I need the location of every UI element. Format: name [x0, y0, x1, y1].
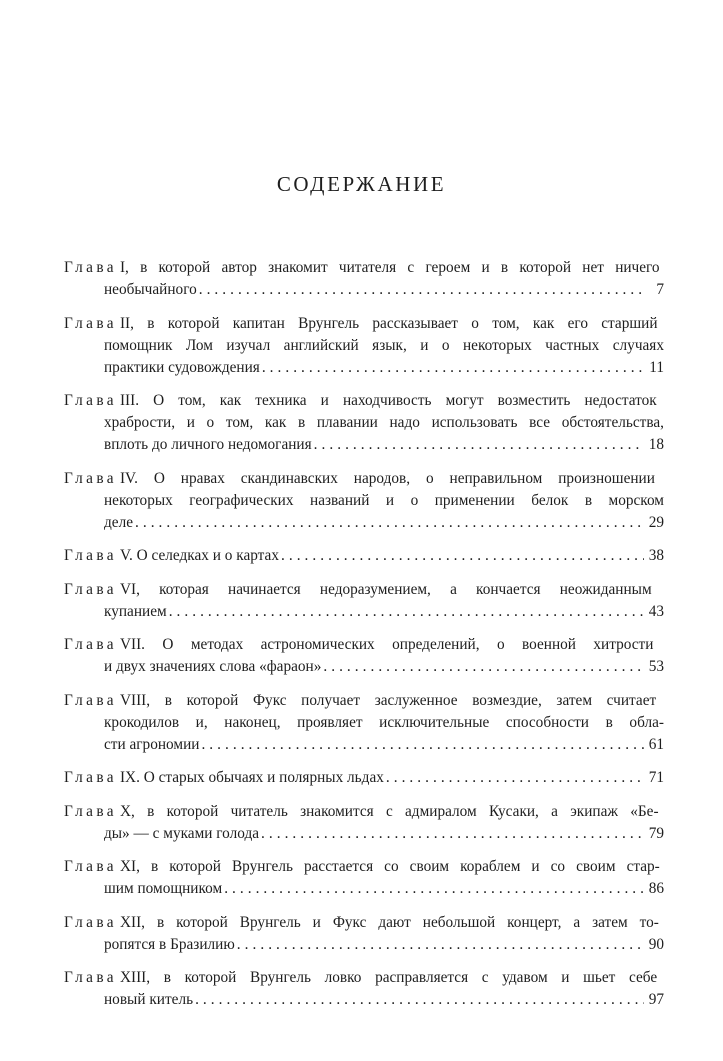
toc-entry-line	[64, 257, 664, 279]
toc-entry-line	[64, 357, 664, 379]
chapter-title-text: и двух значениях слова «фараон»	[104, 658, 322, 675]
toc-entry-line	[64, 512, 664, 534]
toc-entry[interactable]	[64, 634, 664, 678]
chapter-title-text: I, в которой автор знакомит читателя с героем и в которой нет ничего	[119, 259, 660, 276]
chapter-prefix: Глава	[64, 691, 117, 709]
chapter-title-text: IV. О нравах скандинавских народов, о неправильном произношении	[119, 469, 655, 487]
chapter-title-text: новый китель	[104, 991, 194, 1008]
chapter-prefix: Глава	[64, 858, 117, 875]
chapter-title-text: деле	[104, 513, 133, 531]
chapter-title-text: IX. О старых обычаях и полярных льдах	[119, 769, 384, 786]
chapter-title-text: VII. О методах астрономических определений, о военной хитрости	[119, 636, 654, 653]
chapter-title-text: XI, в которой Врунгель расстается со своим кораблем и со своим стар-	[119, 858, 660, 875]
page-title: СОДЕРЖАНИЕ	[276, 172, 447, 196]
dot-leader	[224, 878, 644, 900]
toc-entry-line	[64, 690, 664, 712]
chapter-title-text: необычайного	[104, 281, 197, 298]
toc-entry-line	[64, 823, 664, 845]
chapter-prefix: Глава	[64, 636, 117, 653]
page-number: 90	[648, 935, 664, 953]
page-number: 71	[648, 769, 664, 786]
toc-entry-line	[64, 967, 664, 989]
chapter-title-text: сти агрономии	[104, 735, 200, 753]
chapter-title-text: X, в которой читатель знакомится с адмиралом Кусаки, а экипаж «Бе-	[119, 802, 659, 820]
toc-entry-line	[64, 634, 664, 656]
chapter-title-text: III. О том, как техника и находчивость могут возместить недостаток	[119, 392, 657, 409]
toc-entry[interactable]	[64, 967, 664, 1011]
page-number: 29	[648, 513, 664, 531]
page-number: 38	[648, 547, 664, 564]
chapter-prefix: Глава	[64, 913, 117, 931]
chapter-title-text: храбрости, и о том, как в плавании надо использовать все обстоятельства,	[104, 414, 664, 431]
page-number: 11	[649, 358, 664, 376]
page-number: 18	[648, 436, 664, 453]
dot-leader	[386, 767, 644, 789]
dot-leader	[237, 934, 644, 956]
dot-leader	[135, 512, 644, 534]
chapter-title-text: V. О селедках и о картах	[119, 547, 279, 564]
toc-entry-line	[64, 390, 664, 412]
chapter-prefix: Глава	[64, 802, 117, 820]
dot-leader	[281, 545, 644, 567]
page-number: 86	[648, 880, 664, 897]
chapter-title-text: XIII, в которой Врунгель ловко расправляется с удавом и шьет себе	[119, 969, 658, 986]
page-number: 53	[648, 658, 664, 675]
dot-leader	[261, 823, 644, 845]
chapter-title-text: шим помощником	[104, 880, 223, 897]
toc-entry-line	[64, 856, 664, 878]
chapter-title-text: VI, которая начинается недоразумением, а кончается неожиданным	[119, 580, 652, 598]
chapter-prefix: Глава	[64, 547, 117, 564]
toc-entry-line	[64, 767, 664, 789]
chapter-prefix: Глава	[64, 314, 117, 332]
chapter-title-text: ды» — с муками голода	[104, 824, 260, 842]
toc-entry-line	[64, 712, 664, 734]
table-of-contents	[64, 257, 664, 1023]
toc-entry-line	[64, 601, 664, 623]
toc-entry-line	[64, 490, 664, 512]
chapter-prefix: Глава	[64, 469, 117, 487]
chapter-title-text: купанием	[104, 602, 167, 620]
page-number: 97	[648, 991, 664, 1008]
chapter-title-text: II, в которой капитан Врунгель рассказывает о том, как его старший	[119, 314, 658, 332]
toc-entry-line	[64, 801, 664, 823]
toc-entry[interactable]	[64, 579, 664, 623]
toc-entry-line	[64, 545, 664, 567]
chapter-title-text: ропятся в Бразилию	[104, 935, 235, 953]
chapter-title-text: крокодилов и, наконец, проявляет исключительные способности в обла-	[104, 713, 664, 731]
toc-entry-line	[64, 934, 664, 956]
toc-entry[interactable]	[64, 257, 664, 301]
chapter-prefix: Глава	[64, 769, 117, 786]
toc-entry[interactable]	[64, 912, 664, 956]
chapter-prefix: Глава	[64, 259, 117, 276]
dot-leader	[169, 601, 644, 623]
toc-entry[interactable]	[64, 801, 664, 845]
dot-leader	[314, 434, 644, 456]
chapter-prefix: Глава	[64, 580, 117, 598]
toc-entry[interactable]	[64, 313, 664, 379]
toc-entry[interactable]	[64, 690, 664, 756]
toc-entry-line	[64, 989, 664, 1011]
chapter-title-text: VIII, в которой Фукс получает заслуженное возмездие, затем считает	[119, 691, 657, 709]
toc-entry-line	[64, 878, 664, 900]
toc-entry-line	[64, 656, 664, 678]
toc-entry[interactable]	[64, 468, 664, 534]
page-number: 61	[648, 735, 664, 753]
chapter-title-text: вплоть до личного недомогания	[104, 436, 312, 453]
chapter-prefix: Глава	[64, 969, 117, 986]
page-number: 43	[648, 602, 664, 620]
dot-leader	[195, 989, 644, 1011]
page-number: 7	[656, 281, 664, 298]
toc-entry-line	[64, 434, 664, 456]
chapter-title-text: помощник Лом изучал английский язык, и о некоторых частных случаях	[104, 336, 664, 354]
toc-entry[interactable]	[64, 390, 664, 456]
toc-entry-line	[64, 468, 664, 490]
chapter-title-text: практики судовождения	[104, 358, 260, 376]
toc-entry-line	[64, 335, 664, 357]
page-number: 79	[648, 824, 664, 842]
toc-entry[interactable]	[64, 767, 664, 789]
toc-entry-line	[64, 579, 664, 601]
chapter-prefix: Глава	[64, 392, 117, 409]
dot-leader	[201, 734, 644, 756]
dot-leader	[323, 656, 644, 678]
dot-leader	[199, 279, 644, 301]
toc-entry-line	[64, 313, 664, 335]
dot-leader	[262, 357, 644, 379]
chapter-title-text: некоторых географических названий и о применении белок в морском	[104, 491, 664, 509]
toc-entry[interactable]	[64, 545, 664, 567]
toc-entry[interactable]	[64, 856, 664, 900]
toc-entry-line	[64, 279, 664, 301]
toc-entry-line	[64, 412, 664, 434]
toc-entry-line	[64, 912, 664, 934]
chapter-title-text: XII, в которой Врунгель и Фукс дают небольшой концерт, а затем то-	[119, 913, 659, 931]
toc-entry-line	[64, 734, 664, 756]
